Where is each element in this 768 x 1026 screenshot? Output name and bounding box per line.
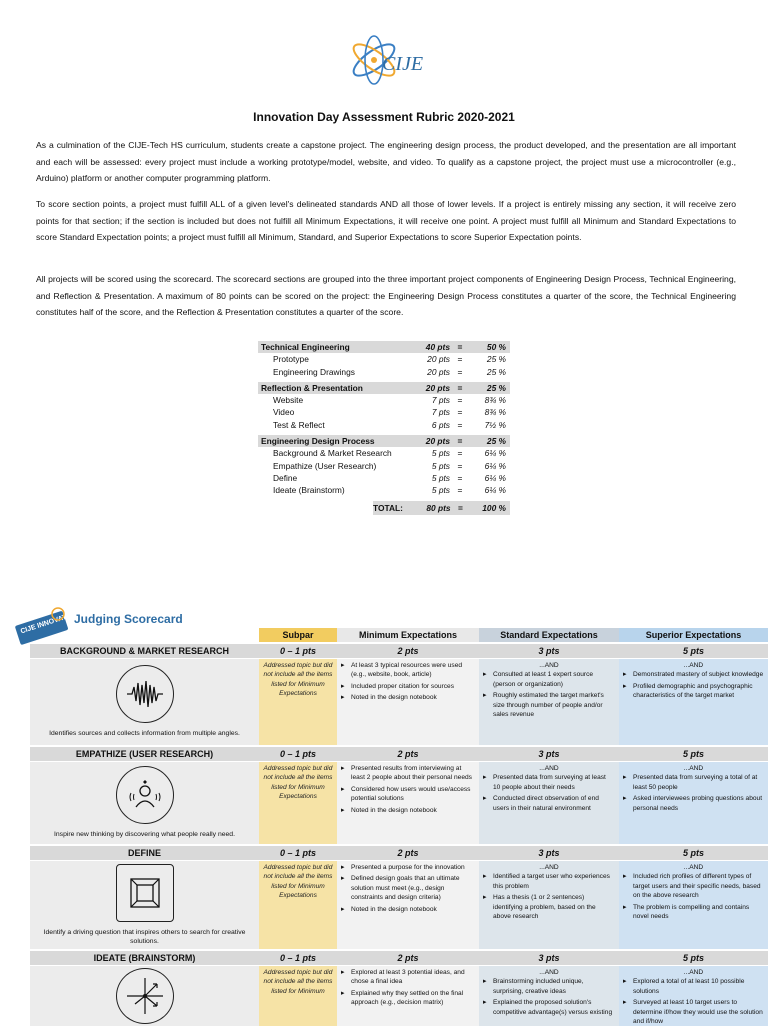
points-row xyxy=(258,394,510,406)
equals-sign: = xyxy=(457,502,463,513)
points-row xyxy=(258,472,510,484)
superior-cell xyxy=(619,659,768,745)
criterion: ▸ Presented data from surveying a total of at least 50 people xyxy=(623,773,764,792)
row-pct: 25 % xyxy=(486,354,506,365)
score-minimum: 2 pts xyxy=(397,848,419,858)
and-label: ...AND xyxy=(539,765,559,772)
group-label: Technical Engineering xyxy=(261,342,350,352)
waveform-icon xyxy=(116,665,174,723)
criterion: ▸ Explored at least 3 potential ideas, and chose a final idea xyxy=(341,968,475,987)
innovation-day-logo-text: CIJE INNOVATION DAY xyxy=(19,605,95,636)
equals-sign: = xyxy=(457,485,463,496)
equals-sign: = xyxy=(457,407,463,418)
logo-text: CIJE xyxy=(382,53,424,75)
page-title: Innovation Day Assessment Rubric 2020-2021 xyxy=(253,110,515,124)
section-description: Inspire new thinking by discovering what people really need. xyxy=(54,831,235,839)
row-label: Video xyxy=(273,407,295,418)
row-pct: 6¼ % xyxy=(484,472,506,483)
equals-sign: = xyxy=(457,472,463,483)
section-body xyxy=(30,762,768,844)
section-icon-cell xyxy=(30,966,259,1026)
row-label: Define xyxy=(273,472,298,483)
and-label: ...AND xyxy=(539,662,559,669)
criterion: ▸ Presented data from surveying at least 10 people about their needs xyxy=(483,773,615,792)
row-pct: 25 % xyxy=(486,366,506,377)
score-subpar: 0 – 1 pts xyxy=(279,953,317,963)
col-standard: Standard Expectations xyxy=(479,628,619,642)
section-description: Identify a driving question that inspires others to search for creative solutions. xyxy=(43,928,246,945)
criterion: ▸ Noted in the design notebook xyxy=(341,806,475,815)
minimum-cell xyxy=(337,659,479,745)
criterion: ▸ Noted in the design notebook xyxy=(341,693,475,702)
col-subpar: Subpar xyxy=(259,628,337,642)
section-name: IDEATE (BRAINSTORM) xyxy=(93,953,196,963)
row-pts: 5 pts xyxy=(431,485,450,496)
intro-paragraph: As a culmination of the CIJE-Tech HS curriculum, students create a capstone project. The engineering design process, the product developed, and the presentation are all important and each will be assessed: every project must include a working prototype/model, website, and video. To qualify as a capstone project, the project must use a microcontroller (e.g., Arduino) platform or another computer programming platform. xyxy=(36,140,736,183)
section-name: BACKGROUND & MARKET RESEARCH xyxy=(59,646,229,656)
subpar-text: Addressed topic but did not include all the items listed for Minimum Expectations xyxy=(259,762,337,844)
group-pts: 20 pts xyxy=(425,382,450,393)
superior-cell xyxy=(619,861,768,949)
row-pts: 7 pts xyxy=(431,395,450,406)
row-label: Website xyxy=(273,395,304,406)
points-row xyxy=(258,484,510,496)
row-pts: 5 pts xyxy=(431,448,450,459)
row-pct: 6¼ % xyxy=(484,460,506,471)
score-minimum: 2 pts xyxy=(397,749,419,759)
criterion: ▸ Noted in the design notebook xyxy=(341,905,475,914)
group-label: Reflection & Presentation xyxy=(261,382,363,393)
scorecard-column-headers xyxy=(30,628,768,642)
equals-sign: = xyxy=(457,382,463,393)
score-standard: 3 pts xyxy=(538,646,560,656)
and-label: ...AND xyxy=(539,969,559,976)
criterion: ▸ At least 3 typical resources were used (e.g., website, book, article) xyxy=(341,661,475,680)
and-label: ...AND xyxy=(683,765,704,772)
row-label: Background & Market Research xyxy=(273,448,392,459)
row-label: Empathize (User Research) xyxy=(273,460,377,471)
row-pct: 7½ % xyxy=(484,419,506,430)
points-table xyxy=(258,341,510,515)
section-name: DEFINE xyxy=(127,848,161,858)
section-body xyxy=(30,966,768,1026)
section-name: EMPATHIZE (USER RESEARCH) xyxy=(75,749,214,759)
section-header xyxy=(30,644,768,658)
criterion: ▸ Included proper citation for sources xyxy=(341,682,475,691)
score-superior: 5 pts xyxy=(682,848,704,858)
empty-header-cell xyxy=(30,628,259,642)
group-pct: 50 % xyxy=(486,342,506,352)
and-label: ...AND xyxy=(539,864,559,871)
criterion: ▸ Explained the proposed solution's competitive advantage(s) versus existing xyxy=(483,998,615,1017)
criterion: ▸ Considered how users would use/access potential solutions xyxy=(341,785,475,804)
points-group xyxy=(258,435,510,496)
col-minimum: Minimum Expectations xyxy=(337,628,479,642)
criterion: ▸ Explained why they settled on the final approach (e.g., decision matrix) xyxy=(341,989,475,1008)
points-row xyxy=(258,366,510,378)
criterion: ▸ Profiled demographic and psychographic characteristics of the target market xyxy=(623,682,764,701)
define-frame-icon xyxy=(116,864,174,922)
score-standard: 3 pts xyxy=(538,953,560,963)
and-label: ...AND xyxy=(683,864,704,871)
superior-cell xyxy=(619,966,768,1026)
total-label: TOTAL: xyxy=(373,502,403,513)
group-pts: 20 pts xyxy=(425,436,450,447)
equals-sign: = xyxy=(457,366,463,377)
section-header xyxy=(30,747,768,761)
criterion: ▸ Defined design goals that an ultimate solution must meet (e.g., design constraints and design criteria) xyxy=(341,874,475,902)
criterion: ▸ Surveyed at least 10 target users to determine if/how they would use the solution and if/how xyxy=(623,998,764,1026)
row-pct: 8¾ % xyxy=(484,407,506,418)
group-label: Engineering Design Process xyxy=(261,436,375,447)
total-pct: 100 % xyxy=(482,502,506,513)
subpar-text: Addressed topic but did not include all the items listed for Minimum xyxy=(259,966,337,1026)
criterion: ▸ Conducted direct observation of end users in their natural environment xyxy=(483,794,615,813)
points-row xyxy=(258,406,510,418)
criterion: ▸ Asked interviewees probing questions about personal needs xyxy=(623,794,764,813)
equals-sign: = xyxy=(457,419,463,430)
and-label: ...AND xyxy=(683,969,704,976)
subpar-text: Addressed topic but did not include all the items listed for Minimum Expectations xyxy=(259,861,337,949)
section-description: Identifies sources and collects information from multiple angles. xyxy=(49,730,240,738)
row-pts: 20 pts xyxy=(427,354,450,365)
row-pts: 5 pts xyxy=(431,460,450,471)
equals-sign: = xyxy=(457,460,463,471)
user-empathy-icon xyxy=(116,766,174,824)
score-subpar: 0 – 1 pts xyxy=(279,749,317,759)
total-pts: 80 pts xyxy=(426,502,451,513)
section-header xyxy=(30,846,768,860)
criterion: ▸ Presented a purpose for the innovation xyxy=(341,863,475,872)
section-body xyxy=(30,659,768,745)
group-pct: 25 % xyxy=(486,436,506,447)
criterion: ▸ The problem is compelling and contains novel needs xyxy=(623,903,764,922)
score-subpar: 0 – 1 pts xyxy=(279,646,317,656)
points-row xyxy=(258,447,510,459)
minimum-cell xyxy=(337,762,479,844)
equals-sign: = xyxy=(457,342,463,352)
score-minimum: 2 pts xyxy=(397,646,419,656)
ideate-arrows-icon xyxy=(116,968,174,1024)
section-icon-cell xyxy=(30,861,259,949)
equals-sign: = xyxy=(457,395,463,406)
cije-logo xyxy=(344,30,424,90)
points-group-header xyxy=(258,435,510,447)
judging-scorecard xyxy=(30,628,768,1026)
section-icon-cell xyxy=(30,659,259,745)
criterion: ▸ Demonstrated mastery of subject knowledge xyxy=(623,670,764,679)
equals-sign: = xyxy=(457,448,463,459)
standard-cell xyxy=(479,659,619,745)
row-pct: 8¾ % xyxy=(484,395,506,406)
minimum-cell xyxy=(337,861,479,949)
criterion: ▸ Explored a total of at least 10 possible solutions xyxy=(623,977,764,996)
score-superior: 5 pts xyxy=(682,953,704,963)
score-standard: 3 pts xyxy=(538,749,560,759)
points-group xyxy=(258,341,510,378)
standard-cell xyxy=(479,762,619,844)
points-total-row xyxy=(373,501,510,515)
row-pct: 6¼ % xyxy=(484,485,506,496)
criterion: ▸ Has a thesis (1 or 2 sentences) identifying a problem, based on the above research xyxy=(483,893,615,921)
score-standard: 3 pts xyxy=(538,848,560,858)
criterion: ▸ Identified a target user who experiences this problem xyxy=(483,872,615,891)
row-pts: 7 pts xyxy=(431,407,450,418)
section-icon-cell xyxy=(30,762,259,844)
row-label: Prototype xyxy=(273,354,309,365)
scorecard-paragraph: All projects will be scored using the scorecard. The scorecard sections are grouped into the three important project components of Engineering Design Process, Technical Engineering, and Reflection & Presentation. A maximum of 80 points can be scored on the project: the Engineering Design Process constitutes a quarter of the score, the Technical Engineering constitutes half of the score, and the Reflection & Presentation constitutes a quarter of the score. xyxy=(36,274,736,317)
points-row xyxy=(258,460,510,472)
row-pts: 5 pts xyxy=(431,472,450,483)
criterion: ▸ Presented results from interviewing at least 2 people about their personal needs xyxy=(341,764,475,783)
scoring-paragraph: To score section points, a project must fulfill ALL of a given level's delineated standards AND all those of lower levels. If a project is entirely missing any section, it will receive zero points for that section; if the section is included but does not fulfill all Minimum Expectations, it will receive one point. A project must fulfill all Minimum and Standard Expectations to score Standard Expectation points; a project must fulfill all Minimum, Standard, and Superior Expectations to score Superior Expectation points. xyxy=(36,199,736,242)
section-body xyxy=(30,861,768,949)
scorecard-title: Judging Scorecard xyxy=(74,612,183,626)
points-group xyxy=(258,382,510,431)
row-pts: 6 pts xyxy=(431,419,450,430)
criterion: ▸ Brainstorming included unique, surprising, creative ideas xyxy=(483,977,615,996)
score-minimum: 2 pts xyxy=(397,953,419,963)
points-row xyxy=(258,419,510,431)
section-header xyxy=(30,951,768,965)
row-label: Ideate (Brainstorm) xyxy=(273,485,345,496)
points-group-header xyxy=(258,341,510,353)
group-pct: 25 % xyxy=(486,382,506,393)
criterion: ▸ Consulted at least 1 expert source (person or organization) xyxy=(483,670,615,689)
criterion: ▸ Roughly estimated the target market's size through number of people and/or sales revenue xyxy=(483,691,615,719)
points-group-header xyxy=(258,382,510,394)
score-superior: 5 pts xyxy=(682,749,704,759)
score-subpar: 0 – 1 pts xyxy=(279,848,317,858)
row-label: Test & Reflect xyxy=(273,419,325,430)
subpar-text: Addressed topic but did not include all the items listed for Minimum Expectations xyxy=(259,659,337,745)
group-pts: 40 pts xyxy=(425,342,450,352)
standard-cell xyxy=(479,861,619,949)
superior-cell xyxy=(619,762,768,844)
score-superior: 5 pts xyxy=(682,646,704,656)
points-row xyxy=(258,353,510,365)
minimum-cell xyxy=(337,966,479,1026)
row-label: Engineering Drawings xyxy=(273,366,355,377)
and-label: ...AND xyxy=(683,662,704,669)
criterion: ▸ Included rich profiles of different types of target users and their specific needs, based on the above research xyxy=(623,872,764,900)
row-pct: 6¼ % xyxy=(484,448,506,459)
equals-sign: = xyxy=(457,354,463,365)
standard-cell xyxy=(479,966,619,1026)
row-pts: 20 pts xyxy=(427,366,450,377)
equals-sign: = xyxy=(457,436,463,447)
col-superior: Superior Expectations xyxy=(619,628,768,642)
